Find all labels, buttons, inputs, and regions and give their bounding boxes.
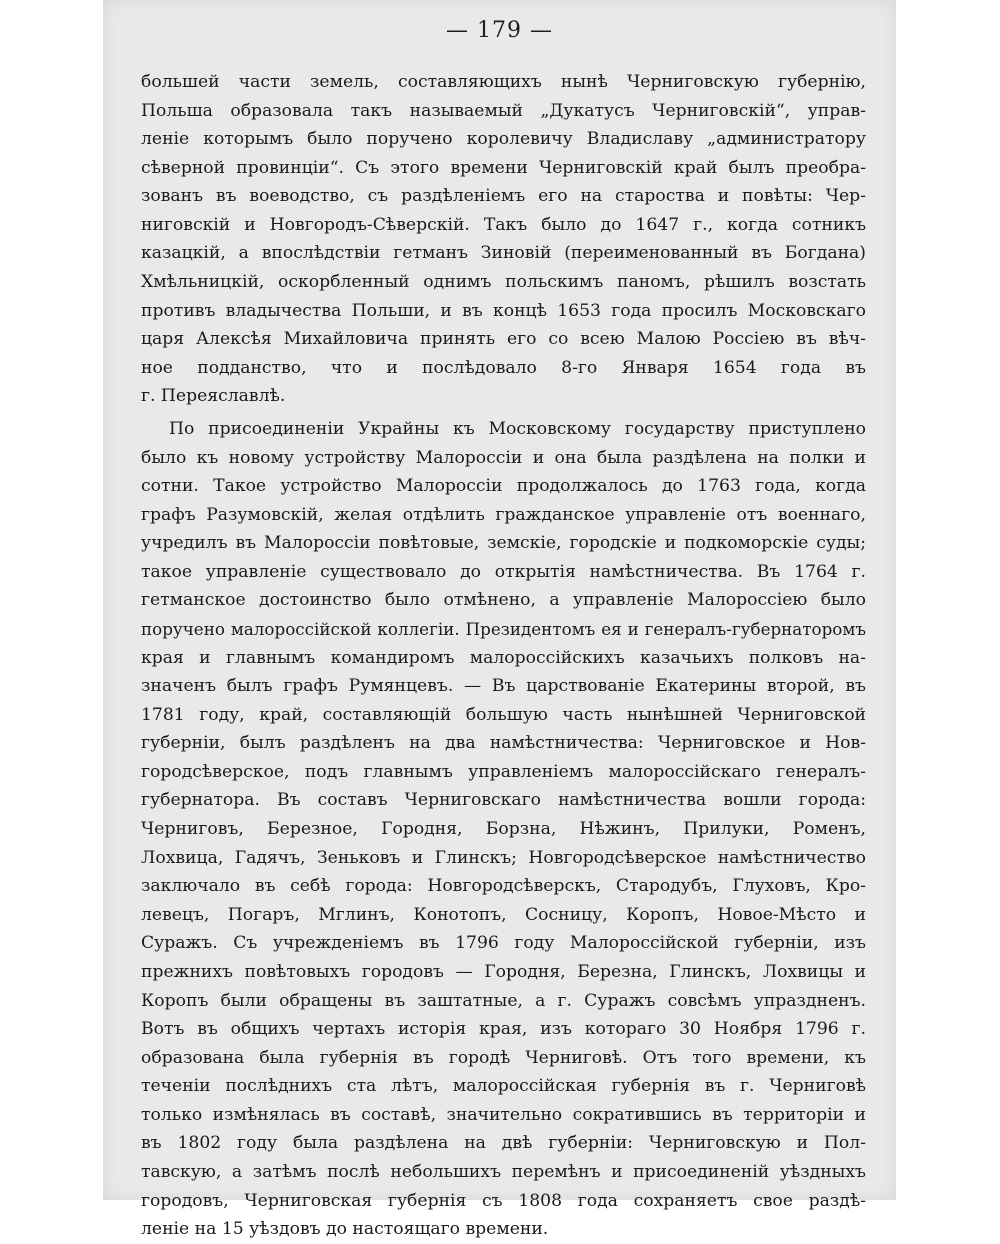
text-line: казацкій, а впослѣдствіи гетманъ Зиновій (переименованный въ Богдана)	[141, 243, 866, 264]
text-line: сотни. Такое устройство Малороссіи продолжалось до 1763 года, когда	[141, 476, 866, 497]
text-line: сѣверной провинціи“. Съ этого времени Черниговскій край былъ преобра-	[141, 157, 866, 178]
text-line: тавскую, а затѣмъ послѣ небольшихъ перемѣнъ и присоединеній уѣздныхъ	[141, 1161, 866, 1182]
text-line: прежнихъ повѣтовыхъ городовъ — Городня, Березна, Глинскъ, Лохвицы и	[141, 961, 866, 982]
text-line: леніе на 15 уѣздовъ до настоящаго времени.	[141, 1219, 549, 1240]
text-line: только измѣнялась въ составѣ, значительно сократившись въ территоріи и	[141, 1104, 866, 1125]
text-line: Польша образовала такъ называемый „Дукатусъ Черниговскій“, управ-	[141, 100, 866, 121]
text-line: Хмѣльницкій, оскорбленный однимъ польскимъ паномъ, рѣшилъ возстать	[141, 272, 866, 293]
text-line: учредилъ въ Малороссіи повѣтовые, земскіе, городскіе и подкоморскіе суды;	[141, 533, 866, 554]
paragraph-1	[141, 68, 866, 411]
text-line: такое управленіе существовало до открытія намѣстничества. Въ 1764 г.	[141, 561, 866, 582]
page-number: — 179 —	[446, 18, 553, 43]
text-line: городовъ, Черниговская губернія съ 1808 года сохраняетъ свое раздѣ-	[141, 1190, 866, 1211]
text-line: городсѣверское, подъ главнымъ управленіемъ малороссійскаго генералъ-	[141, 761, 866, 782]
text-line: заключало въ себѣ города: Новгородсѣверскъ, Стародубъ, Глуховъ, Кро-	[141, 876, 866, 897]
text-line: большей части земель, составляющихъ нынѣ Черниговскую губернію,	[141, 72, 866, 92]
text-line: губернатора. Въ составъ Черниговскаго намѣстничества вошли города:	[141, 790, 866, 811]
text-line: г. Переяславлѣ.	[141, 386, 286, 407]
body-text	[141, 68, 866, 1244]
text-line: ниговскій и Новгородъ-Сѣверскій. Такъ было до 1647 г., когда сотникъ	[141, 214, 866, 235]
text-line: 1781 году, край, составляющій большую часть нынѣшней Черниговской	[141, 704, 866, 725]
text-line: гетманское достоинство было отмѣнено, а управленіе Малороссіею было	[141, 590, 866, 611]
text-line: въ 1802 году была раздѣлена на двѣ губерніи: Черниговскую и Пол-	[141, 1133, 866, 1154]
text-line: Лохвица, Гадячъ, Зеньковъ и Глинскъ; Новгородсѣверское намѣстничество	[141, 847, 866, 868]
text-line: Черниговъ, Березное, Городня, Борзна, Нѣжинъ, Прилуки, Роменъ,	[141, 819, 866, 840]
text-line: края и главнымъ командиромъ малороссійскихъ казачьихъ полковъ на-	[141, 647, 866, 668]
book-page	[103, 0, 896, 1240]
text-line: Суражъ. Съ учрежденіемъ въ 1796 году Малороссійской губерніи, изъ	[141, 933, 866, 954]
text-line: ное подданство, что и послѣдовало 8-го Января 1654 года въ	[141, 357, 866, 378]
text-line: поручено малороссійской коллегіи. Президентомъ ея и генералъ-губернаторомъ	[141, 618, 866, 639]
text-line: губерніи, былъ раздѣленъ на два намѣстничества: Черниговское и Нов-	[141, 733, 866, 754]
text-line: леніе которымъ было поручено королевичу Владиславу „администратору	[141, 129, 866, 150]
text-line: было къ новому устройству Малороссіи и она была раздѣлена на полки и	[141, 447, 866, 468]
text-line: Вотъ въ общихъ чертахъ исторія края, изъ котораго 30 Ноября 1796 г.	[141, 1019, 866, 1040]
text-line: царя Алексѣя Михайловича принять его со всею Малою Россіею въ вѣч-	[141, 329, 866, 350]
text-line: левецъ, Погаръ, Мглинъ, Конотопъ, Сосницу, Коропъ, Новое-Мѣсто и	[141, 904, 866, 925]
text-line: Коропъ были обращены въ заштатные, а г. Суражъ совсѣмъ упраздненъ.	[141, 990, 866, 1011]
text-line: теченіи послѣднихъ ста лѣтъ, малороссійская губернія въ г. Черниговѣ	[141, 1076, 866, 1097]
text-line: образована была губернія въ городѣ Черниговѣ. Отъ того времени, къ	[141, 1047, 866, 1068]
text-line: зованъ въ воеводство, съ раздѣленіемъ его на староства и повѣты: Чер-	[141, 186, 866, 207]
text-line: графъ Разумовскій, желая отдѣлить гражданское управленіе отъ военнаго,	[141, 504, 866, 525]
text-line: По присоединеніи Украйны къ Московскому государству приступлено	[169, 418, 866, 439]
paragraph-2	[141, 415, 866, 1244]
text-line: значенъ былъ графъ Румянцевъ. — Въ царствованіе Екатерины второй, въ	[141, 676, 866, 697]
text-line: противъ владычества Польши, и въ концѣ 1653 года просилъ Московскаго	[141, 300, 866, 321]
